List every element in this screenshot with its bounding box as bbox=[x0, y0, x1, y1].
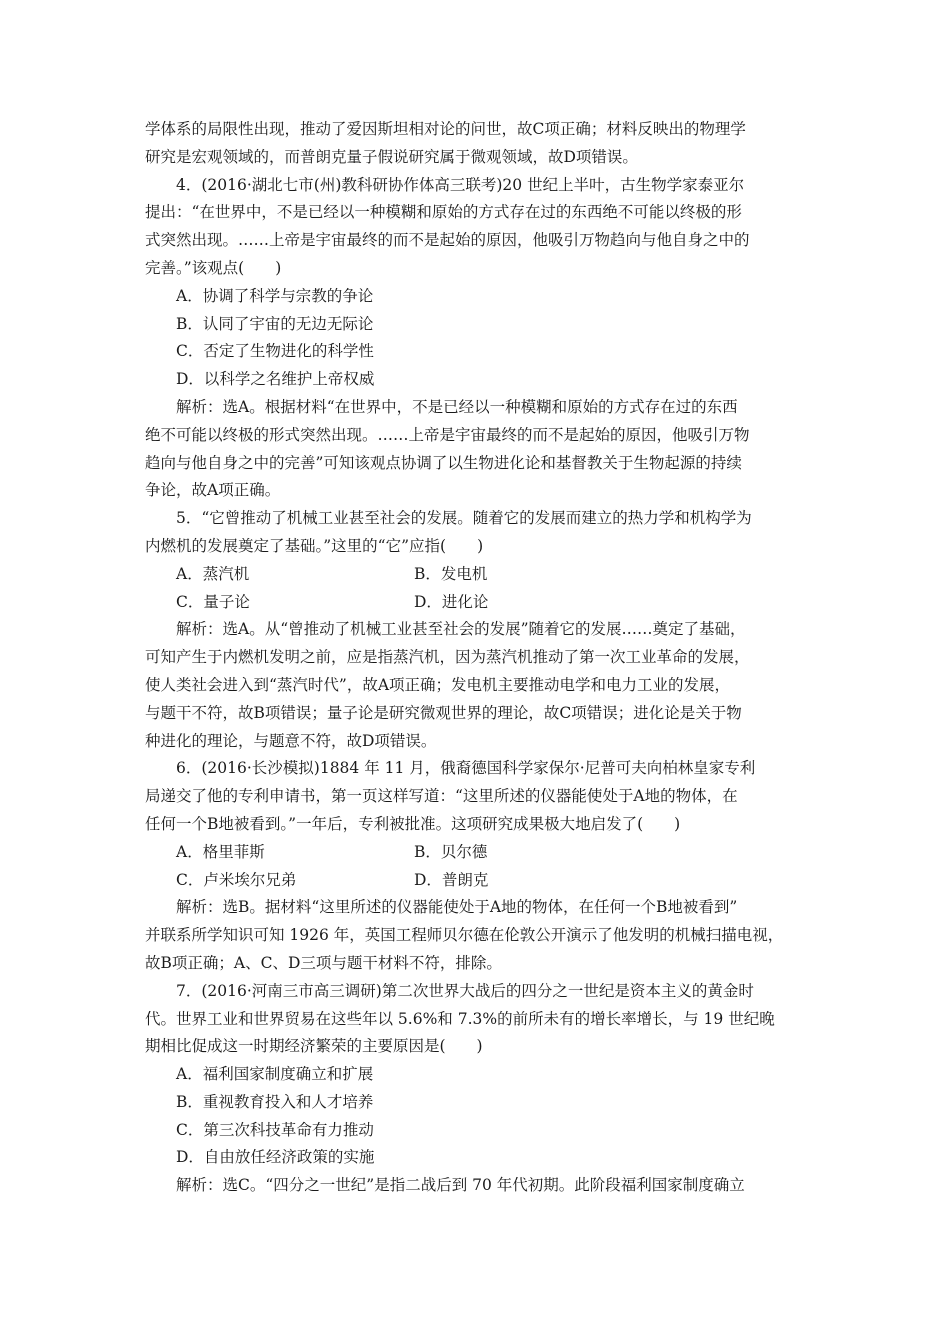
option-row bbox=[145, 589, 810, 617]
analysis-line: 解析：选A。从“曾推动了机械工业甚至社会的发展”随着它的发展……奠定了基础， bbox=[176, 620, 746, 639]
question-7 bbox=[145, 978, 810, 1200]
analysis-line: 种进化的理论，与题意不符，故D项错误。 bbox=[145, 731, 437, 750]
option-a: A．蒸汽机 bbox=[176, 564, 250, 583]
analysis-line: 并联系所学知识可知 1926 年，英国工程师贝尔德在伦敦公开演示了他发明的机械扫描电视， bbox=[145, 926, 784, 945]
intro-paragraph bbox=[145, 116, 810, 172]
analysis-line: 解析：选B。据材料“这里所述的仪器能使处于A地的物体，在任何一个B地被看到” bbox=[176, 898, 738, 917]
option-d: D．进化论 bbox=[414, 592, 489, 611]
text-line: 研究是宏观领域的，而普朗克量子假说研究属于微观领域，故D项错误。 bbox=[145, 147, 638, 166]
analysis-line: 争论，故A项正确。 bbox=[145, 481, 281, 500]
question-stem-line: 6．(2016·长沙模拟)1884 年 11 月，俄裔德国科学家保尔·尼普可夫向柏林皇家专利 bbox=[176, 759, 756, 778]
question-stem-line: 4．(2016·湖北七市(州)教科研协作体高三联考)20 世纪上半叶，古生物学家泰亚尔 bbox=[176, 175, 745, 194]
analysis-line: 使人类社会进入到“蒸汽时代”，故A项正确；发电机主要推动电学和电力工业的发展， bbox=[145, 675, 731, 694]
option-row bbox=[145, 839, 810, 867]
option-c: C．量子论 bbox=[176, 592, 250, 611]
analysis-line: 绝不可能以终极的形式突然出现。……上帝是宇宙最终的而不是起始的原因，他吸引万物 bbox=[145, 425, 750, 444]
option-row bbox=[145, 561, 810, 589]
analysis-line: 解析：选C。“四分之一世纪”是指二战后到 70 年代初期。此阶段福利国家制度确立 bbox=[176, 1176, 745, 1195]
option-d: D．自由放任经济政策的实施 bbox=[176, 1148, 375, 1167]
question-stem-line: 内燃机的发展奠定了基础。”这里的“它”应指( ) bbox=[145, 536, 484, 555]
question-stem-line: 局递交了他的专利申请书，第一页这样写道：“这里所述的仪器能使处于A地的物体，在 bbox=[145, 787, 738, 806]
question-stem-line: 5．“它曾推动了机械工业甚至社会的发展。随着它的发展而建立的热力学和机构学为 bbox=[176, 509, 752, 528]
option-d: D．以科学之名维护上帝权威 bbox=[176, 370, 375, 389]
text-line: 学体系的局限性出现，推动了爱因斯坦相对论的问世，故C项正确；材料反映出的物理学 bbox=[145, 120, 746, 138]
document-page bbox=[145, 116, 810, 1200]
option-a: A．格里菲斯 bbox=[176, 842, 265, 861]
option-b: B．认同了宇宙的无边无际论 bbox=[176, 314, 374, 333]
analysis-line: 可知产生于内燃机发明之前，应是指蒸汽机，因为蒸汽机推动了第一次工业革命的发展， bbox=[145, 648, 750, 667]
option-c: C．否定了生物进化的科学性 bbox=[176, 342, 374, 361]
option-c: C．卢米埃尔兄弟 bbox=[176, 870, 297, 889]
question-stem-line: 提出：“在世界中，不是已经以一种模糊和原始的方式存在过的东西绝不可能以终极的形 bbox=[145, 203, 742, 222]
question-stem-line: 任何一个B地被看到。”一年后，专利被批准。这项研究成果极大地启发了( ) bbox=[145, 814, 681, 833]
analysis-line: 解析：选A。根据材料“在世界中，不是已经以一种模糊和原始的方式存在过的东西 bbox=[176, 397, 738, 416]
question-stem-line: 完善。”该观点( ) bbox=[145, 258, 282, 277]
option-a: A．福利国家制度确立和扩展 bbox=[176, 1065, 374, 1084]
question-6 bbox=[145, 755, 810, 977]
option-a: A．协调了科学与宗教的争论 bbox=[176, 286, 374, 305]
analysis-line: 故B项正确；A、C、D三项与题干材料不符，排除。 bbox=[145, 953, 502, 972]
option-d: D．普朗克 bbox=[414, 870, 489, 889]
question-stem-line: 代。世界工业和世界贸易在这些年以 5.6%和 7.3%的前所未有的增长率增长，与 19 世纪晚 bbox=[145, 1009, 775, 1028]
option-b: B．贝尔德 bbox=[414, 842, 488, 861]
question-stem-line: 式突然出现。……上帝是宇宙最终的而不是起始的原因，他吸引万物趋向与他自身之中的 bbox=[145, 231, 750, 250]
question-5 bbox=[145, 505, 810, 755]
option-c: C．第三次科技革命有力推动 bbox=[176, 1120, 374, 1139]
analysis-line: 趋向与他自身之中的完善”可知该观点协调了以生物进化论和基督教关于生物起源的持续 bbox=[145, 453, 742, 472]
question-stem-line: 期相比促成这一时期经济繁荣的主要原因是( ) bbox=[145, 1037, 483, 1056]
option-b: B．重视教育投入和人才培养 bbox=[176, 1092, 374, 1111]
option-b: B．发电机 bbox=[414, 564, 488, 583]
option-row bbox=[145, 867, 810, 895]
question-4 bbox=[145, 172, 810, 506]
analysis-line: 与题干不符，故B项错误；量子论是研究微观世界的理论，故C项错误；进化论是关于物 bbox=[145, 703, 742, 722]
question-stem-line: 7．(2016·河南三市高三调研)第二次世界大战后的四分之一世纪是资本主义的黄金时 bbox=[176, 981, 754, 1000]
